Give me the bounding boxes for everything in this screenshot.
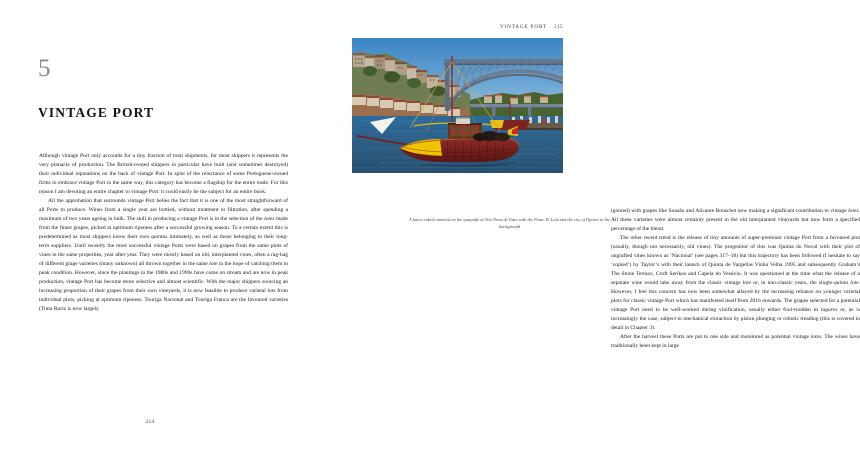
running-head-title: VINTAGE PORT	[499, 24, 548, 30]
figure-barco-rabelo	[352, 38, 610, 230]
paragraph: Although vintage Port only accounts for a tiny fraction of total shipments, for most shippers it represents the very pinnacle of production. The British-owned shippers in particular have built (and sometimes destroyed) their individual reputations on the back of vintage Port. In spite of the reluctance of some Portuguese-owned firms to embrace vintage Port in the same way, this category has become a flagship for the entire trade. For this reason I am devoting an entire chapter to vintage Port: it could easily be the subject for an entire book.	[39, 153, 288, 195]
running-head	[500, 24, 563, 30]
body-text-left-column	[39, 152, 288, 314]
paragraph: After the harvest these Ports are put to one side and monitored as potential vintage lotes. The wines have traditionally been kept in large	[611, 334, 860, 349]
paragraph: All the approbation that surrounds vintage Port belies the fact that it is one of the most straightforward of all Ports to produce. Wines from a single year are bottled, without treatment or filtration, after spending a maximum of two years ageing in bulk. The skill in producing a vintage Port is in the selection of the lotes made from the finest grapes, picked at optimum ripeness after a successful growing season. To a certain extent this is predetermined as most shippers know their own quintas intimately, as well as those belonging to their long-term suppliers. Until recently the most successful vintage Ports were based on grapes from the same plots of vines in the same properties, year after year. They were mostly based on old, interplanted vines, often a rag-bag of different grape varieties (many unknown) all thrown together in the same lote in the hope of catching them in peak condition. However, since the plantings in the 1980s and 1990s have come on stream and are now in peak production, vintage Port has become more selective and almost scientific. With the major shippers sourcing an increasing proportion of their grapes from their own vineyards, it is now feasible to produce varietal lots from individual plots, picking at optimum ripeness. Touriga Nacional and Touriga Franca are the favoured varieties (Tinta Roriz is now largely	[39, 198, 289, 312]
chapter-title: VINTAGE PORT	[38, 105, 155, 121]
folio-left: 214	[145, 419, 155, 425]
photograph	[352, 38, 563, 173]
chapter-number: 5	[38, 55, 51, 82]
figure-caption: A barco rabelo moored on the quayside at Vila Nova de Gaia with the Ponte D. Luís and the city of Oporto in the background	[409, 217, 610, 230]
photograph-svg	[352, 38, 563, 173]
running-head-folio: 215	[554, 24, 563, 30]
body-text-right-column	[611, 207, 860, 351]
paragraph: ignored) with grapes like Sousão and Alicante Bouschet now making a significant contribution to vintage lotes. All these varieties were almost certainly present in the old interplanted vineyards but now form a specified percentage of the blend.	[611, 208, 860, 232]
page-right	[300, 0, 860, 450]
page-left	[0, 0, 300, 450]
paragraph: The other recent trend is the release of tiny amounts of super-premium vintage Port from a favoured plot (usually, though not necessarily, old vines). The progenitor of this was Quinta do Noval with their plot of ungrafted vines known as ‘Nacional’ (see pages 317–18) but this trajectory has been followed (I hesitate to say ‘copied’) by Taylor’s with their launch of Quinta de Vargellas Vinha Velha 1995 and subsequently Graham’s The Stone Terrace, Croft Serikos and Capela do Vesúvio. It was questioned at the time what the release of a separate wine would take away from the classic vintage lote or, in non-classic years, the single-quinta lote. However, I feel this concern has now been somewhat allayed by the increasing reliance on younger varietal plots for classic vintage Port which has manifested itself from 2016 onwards. The grapes selected for a potential vintage Port need to be well-worked during vinification, usually either foot-trodden in lagares or, as is increasingly the case, subject to mechanical extraction by piston plunging or robotic treading (this is covered in detail in Chapter 3).	[611, 235, 860, 331]
